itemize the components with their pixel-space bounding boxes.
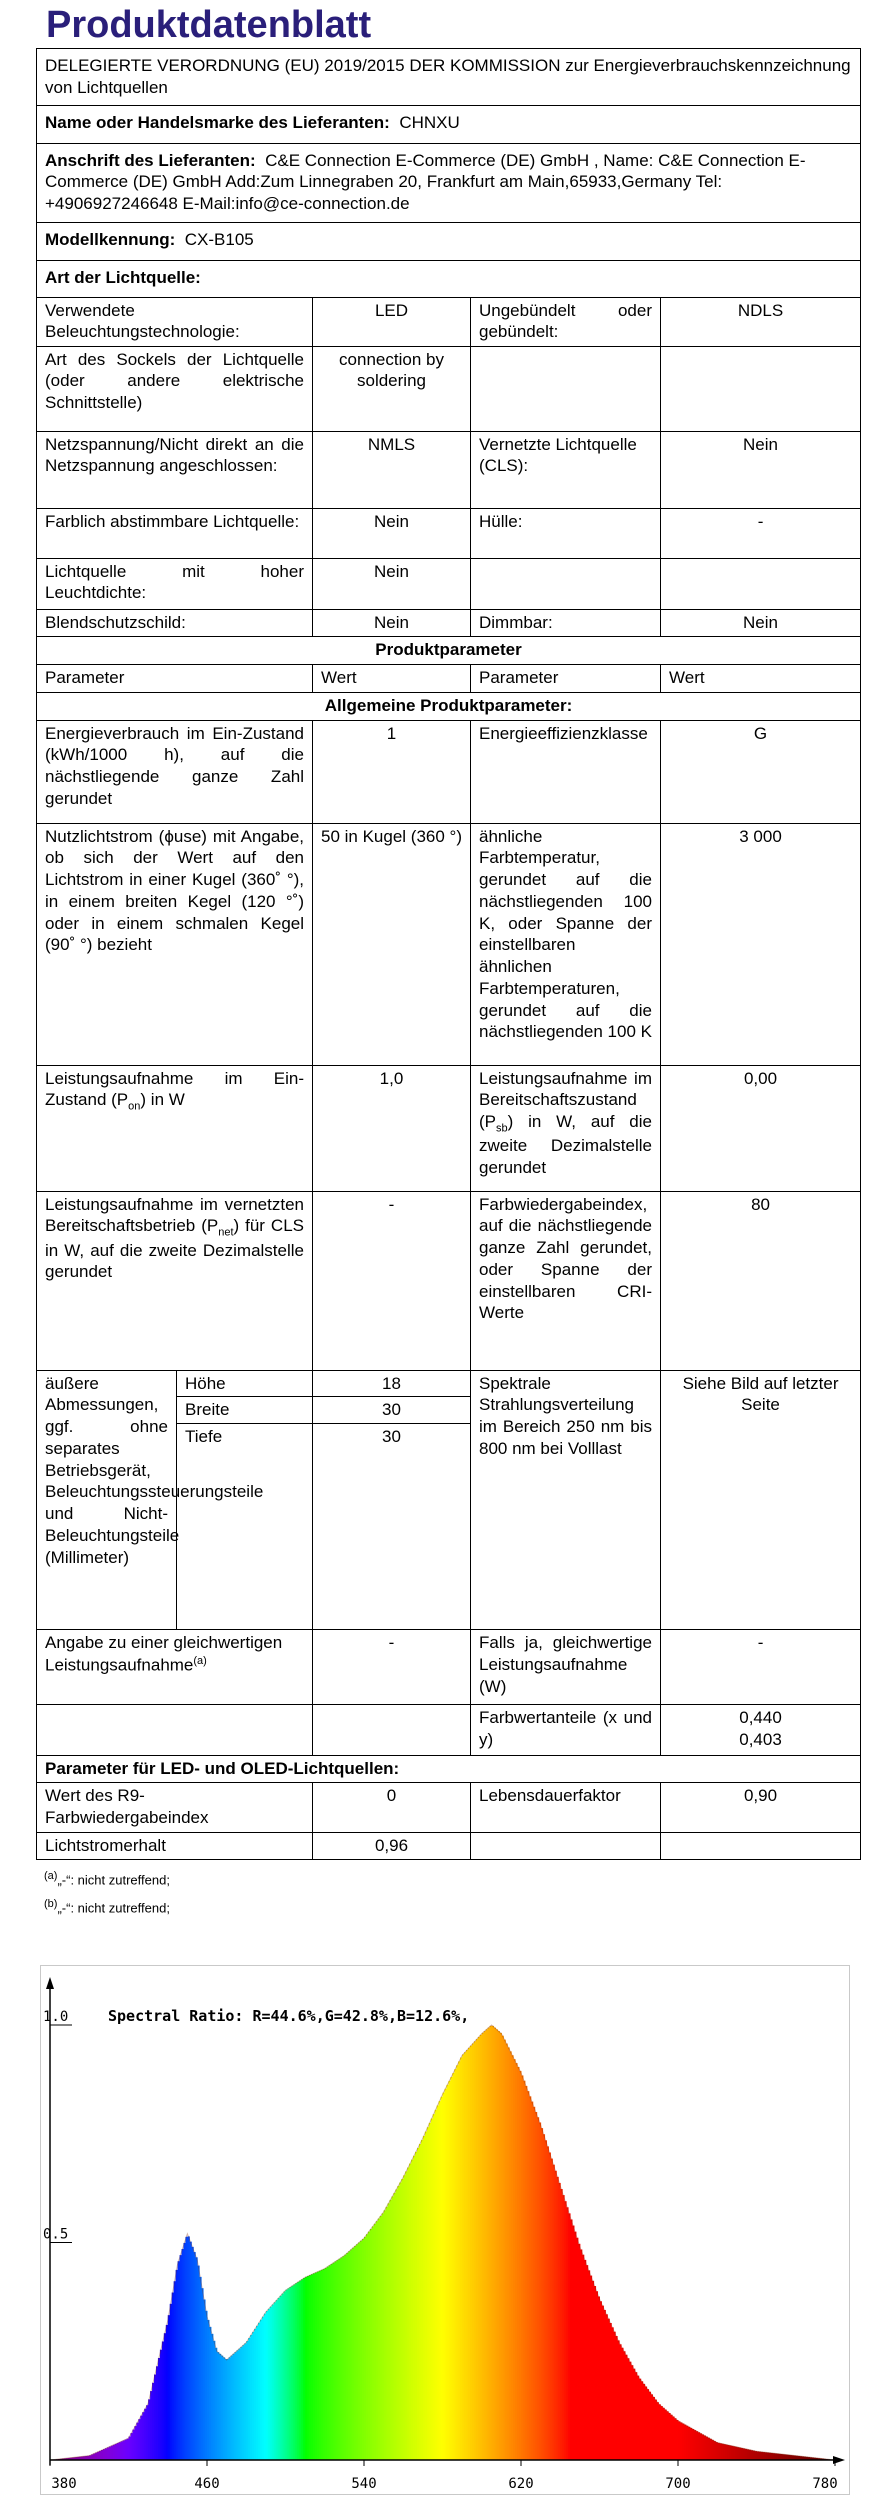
param-text: Leistungsaufnahme im Bereitschaftszustand (P: [479, 1068, 652, 1131]
x-tick-label: 620: [508, 2476, 534, 2492]
footnote: [44, 1892, 860, 1920]
param-cell: Ungebündelt oder gebündelt:: [471, 297, 661, 346]
param-subscript: on: [128, 1100, 141, 1113]
supplier-value: CHNXU: [399, 112, 460, 132]
value-cell: [661, 346, 861, 431]
table-row: [37, 297, 861, 346]
table-row: [37, 720, 861, 823]
param-text: ) in W, auf die zweite Dezimalstelle gerundet: [479, 1112, 652, 1178]
spectral-chart: [40, 1965, 850, 2495]
param-cell: Lichtquelle mit hoher Leuchtdichte:: [37, 558, 313, 609]
param-cell: [37, 1191, 313, 1370]
param-cell: Nutzlichtstrom (ϕuse) mit Angabe, ob sich der Wert auf den Lichtstrom in einer Kugel (360˚ °), in einem breiten Kegel (120 °˚) oder in einem schmalen Kegel (90˚ °) bezieht: [37, 823, 313, 1065]
supplier-label: Name oder Handelsmarke des Lieferanten:: [45, 112, 390, 132]
param-cell: Lebensdauerfaktor: [471, 1783, 661, 1833]
param-cell: Art des Sockels der Lichtquelle (oder andere elektrische Schnittstelle): [37, 346, 313, 431]
param-text: ) in W: [140, 1090, 185, 1110]
param-cell: Farblich abstimmbare Lichtquelle:: [37, 508, 313, 558]
column-header: Wert: [313, 664, 471, 692]
table-row: [37, 431, 861, 508]
param-cell: Spektrale Strahlungsverteilung im Bereich 250 nm bis 800 nm bei Volllast: [471, 1370, 661, 1630]
value-cell: 1: [313, 720, 471, 823]
param-cell: Lichtstromerhalt: [37, 1833, 313, 1860]
footnote: [44, 1864, 860, 1892]
value-cell: Nein: [313, 508, 471, 558]
dimension-name: Breite: [177, 1397, 313, 1424]
param-cell: Blendschutzschild:: [37, 609, 313, 636]
value-cell: Nein: [661, 609, 861, 636]
table-row: [37, 1705, 861, 1756]
address-value: C&E Connection E-Commerce (DE) GmbH , Name: C&E Connection E-Commerce (DE) GmbH Add:Zum Linnegraben 20, Frankfurt am Main,65933,Germany Tel: +4906927246648 E-Mail:info@ce-connection.de: [45, 150, 806, 213]
param-subscript: net: [218, 1226, 234, 1239]
param-cell: Energieeffizienzklasse: [471, 720, 661, 823]
y-tick-label: 0.5: [43, 2226, 69, 2243]
empty-cell: [313, 1450, 471, 1540]
dimension-value: 30: [313, 1397, 471, 1424]
x-tick-label: 700: [665, 2476, 691, 2492]
footnotes: [36, 1864, 860, 1921]
value-cell: [661, 1833, 861, 1860]
column-header: Wert: [661, 664, 861, 692]
chart-title: Spectral Ratio: R=44.6%,G=42.8%,B=12.6%,: [108, 2007, 470, 2025]
led-params-header: Parameter für LED- und OLED-Lichtquellen:: [37, 1756, 861, 1783]
param-cell: Vernetzte Lichtquelle (CLS):: [471, 431, 661, 508]
supplier-row: [37, 105, 861, 143]
param-text: ) für CLS in W, auf die zweite Dezimalstelle gerundet: [45, 1216, 304, 1282]
value-cell: Siehe Bild auf letzter Seite: [661, 1370, 861, 1630]
empty-cell: [313, 1705, 471, 1756]
dimension-name: Tiefe: [177, 1424, 313, 1450]
regulation-text: DELEGIERTE VERORDNUNG (EU) 2019/2015 DER KOMMISSION zur Energieverbrauchskennzeichnung von Lichtquellen: [37, 49, 861, 106]
table-row: [37, 1630, 861, 1705]
table-row: [37, 1191, 861, 1370]
value-cell: G: [661, 720, 861, 823]
y-tick-label: 1.0: [43, 2009, 69, 2025]
model-row: [37, 222, 861, 260]
table-row: [37, 609, 861, 636]
product-params-header: Produktparameter: [37, 636, 861, 664]
chroma-y-value: 0,403: [739, 1730, 782, 1749]
value-cell: -: [661, 508, 861, 558]
value-cell: 80: [661, 1191, 861, 1370]
footnote-mark: (a): [44, 1869, 58, 1882]
value-cell: 0,96: [313, 1833, 471, 1860]
x-tick-label: 540: [351, 2476, 377, 2492]
value-cell: 3 000: [661, 823, 861, 1065]
light-source-type-header: Art der Lichtquelle:: [37, 260, 861, 297]
param-text: Leistungsaufnahme im vernetzten Bereitschaftsbetrieb (P: [45, 1194, 304, 1236]
column-header: Parameter: [37, 664, 313, 692]
param-text: Angabe zu einer gleichwertigen Leistungsaufnahme: [45, 1633, 283, 1675]
value-cell: NDLS: [661, 297, 861, 346]
param-cell: Netzspannung/Nicht direkt an die Netzspannung angeschlossen:: [37, 431, 313, 508]
table-row: [37, 1833, 861, 1860]
value-cell: -: [313, 1630, 471, 1705]
column-header: Parameter: [471, 664, 661, 692]
general-params-header: Allgemeine Produktparameter:: [37, 692, 861, 720]
dimension-row: [37, 1370, 861, 1397]
param-cell: [471, 558, 661, 609]
chroma-x-value: 0,440: [739, 1708, 782, 1728]
value-cell: LED: [313, 297, 471, 346]
x-tick-label: 460: [194, 2476, 220, 2492]
footnote-text: „-“: nicht zutreffend;: [57, 1872, 170, 1888]
value-cell: 0: [313, 1783, 471, 1833]
empty-cell: [177, 1540, 313, 1630]
x-tick-label: 380: [51, 2476, 77, 2492]
dimensions-label: äußere Abmessungen, ggf. ohne separates Betriebsgerät, Beleuchtungssteuerungsteile und Nicht-Beleuchtungsteile (Millimeter): [37, 1370, 177, 1630]
value-cell: 0,90: [661, 1783, 861, 1833]
address-label: Anschrift des Lieferanten:: [45, 150, 256, 170]
table-row: [37, 558, 861, 609]
param-text: Leistungsaufnahme im Ein-Zustand (P: [45, 1068, 304, 1110]
address-row: [37, 143, 861, 222]
table-row: [37, 823, 861, 1065]
table-row: [37, 1783, 861, 1833]
table-row: [37, 346, 861, 431]
value-cell: Nein: [313, 558, 471, 609]
value-cell: [661, 1705, 861, 1756]
param-cell: [471, 1065, 661, 1191]
param-cell: [471, 1833, 661, 1860]
model-label: Modellkennung:: [45, 229, 176, 249]
value-cell: connection by soldering: [313, 346, 471, 431]
empty-cell: [313, 1540, 471, 1630]
param-cell: Wert des R9-Farbwiedergabeindex: [37, 1783, 313, 1833]
param-subscript: sb: [496, 1122, 508, 1135]
dimension-name: Höhe: [177, 1370, 313, 1397]
empty-cell: [37, 1705, 313, 1756]
value-cell: NMLS: [313, 431, 471, 508]
value-cell: 50 in Kugel (360 °): [313, 823, 471, 1065]
page-title: Produktdatenblatt: [46, 4, 372, 46]
param-cell: ähnliche Farbtemperatur, gerundet auf die nächstliegenden 100 K, oder Spanne der einstellbaren ähnlichen Farbtemperaturen, gerundet auf die nächstliegenden 100 K: [471, 823, 661, 1065]
param-cell: [37, 1630, 313, 1705]
column-header-row: [37, 664, 861, 692]
param-cell: [37, 1065, 313, 1191]
param-cell: Falls ja, gleichwertige Leistungsaufnahme (W): [471, 1630, 661, 1705]
dimension-value: 18: [313, 1370, 471, 1397]
table-row: [37, 1065, 861, 1191]
value-cell: [661, 558, 861, 609]
value-cell: 1,0: [313, 1065, 471, 1191]
table-row: [37, 508, 861, 558]
param-cell: [471, 346, 661, 431]
value-cell: Nein: [313, 609, 471, 636]
dimension-value: 30: [313, 1424, 471, 1450]
datasheet-table: [36, 48, 861, 1860]
param-cell: Farbwertanteile (x und y): [471, 1705, 661, 1756]
datasheet-page: [36, 0, 860, 1920]
param-cell: Energieverbrauch im Ein-Zustand (kWh/1000 h), auf die nächstliegende ganze Zahl gerundet: [37, 720, 313, 823]
param-cell: Verwendete Beleuchtungstechnologie:: [37, 297, 313, 346]
footnote-ref: (a): [193, 1655, 207, 1667]
footnote-text: „-“: nicht zutreffend;: [57, 1900, 170, 1916]
value-cell: 0,00: [661, 1065, 861, 1191]
param-cell: Hülle:: [471, 508, 661, 558]
param-cell: Dimmbar:: [471, 609, 661, 636]
model-value: CX-B105: [184, 229, 254, 249]
x-tick-label: 780: [812, 2476, 838, 2492]
value-cell: -: [661, 1630, 861, 1705]
value-cell: -: [313, 1191, 471, 1370]
footnote-mark: (b): [44, 1898, 58, 1911]
param-cell: Farbwiedergabeindex, auf die nächstliegende ganze Zahl gerundet, oder Spanne der einstellbaren CRI-Werte: [471, 1191, 661, 1370]
value-cell: Nein: [661, 431, 861, 508]
